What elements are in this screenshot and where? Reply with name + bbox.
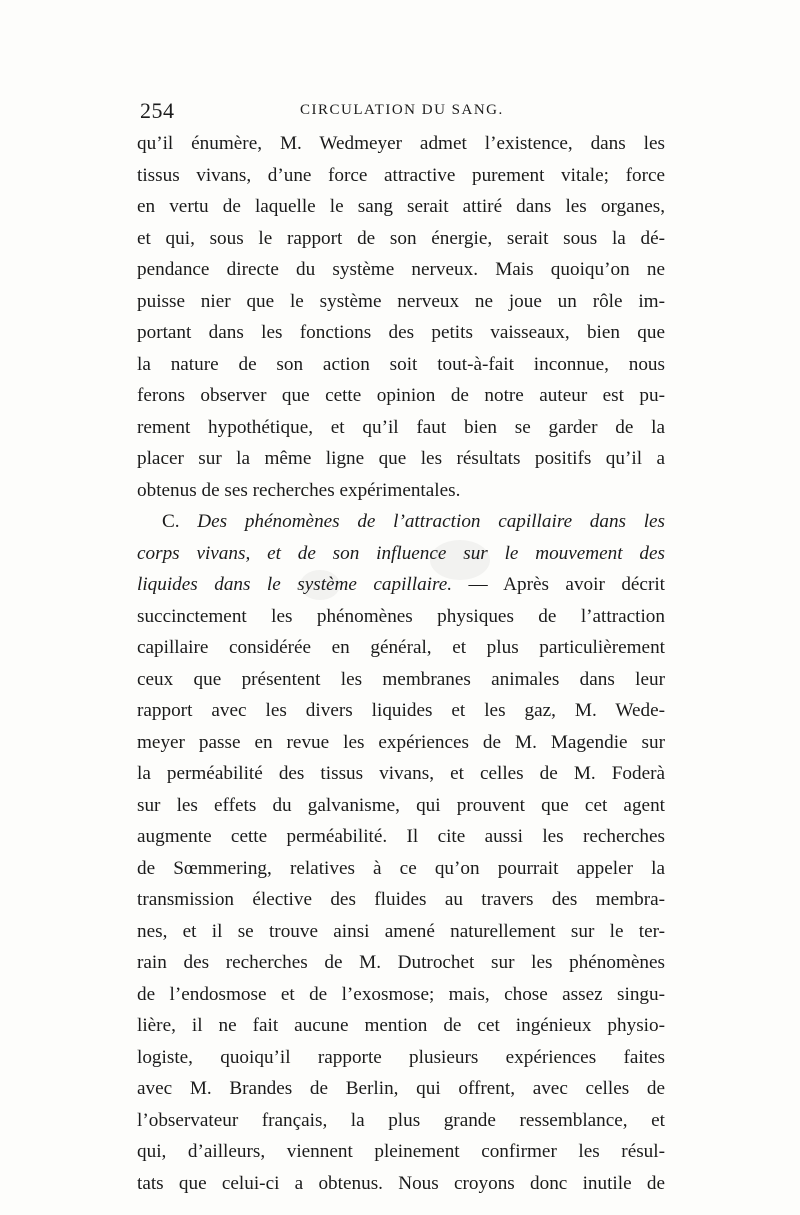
text-line: sur les effets du galvanisme, qui prouvent que cet agent [137, 794, 665, 816]
text-line: la perméabilité des tissus vivans, et celles de M. Foderà [137, 763, 665, 784]
text-line: tats que celui-ci a obtenus. Nous croyons donc inutile de [137, 1172, 665, 1194]
text-line: ceux que présentent les membranes animales dans leur [137, 668, 665, 690]
text-line: de Sœmmering, relatives à ce qu’on pourrait appeler la [137, 857, 665, 879]
text-line: meyer passe en revue les expériences de M. Magendie sur [137, 731, 665, 753]
section-label: C. [162, 511, 180, 532]
section-title-part: liquides dans le système capillaire. [137, 574, 453, 595]
text-line: rement hypothétique, et qu’il faut bien se garder de la [137, 416, 665, 438]
section-c-title-end-line [137, 569, 665, 601]
page-number: 254 [140, 98, 175, 123]
text-line: puisse nier que le système nerveux ne joue un rôle im- [137, 290, 665, 312]
text-line: obtenus de ses recherches expérimentales. [137, 479, 461, 501]
section-c-text-start: — Après avoir décrit [452, 574, 665, 595]
running-head: CIRCULATION DU SANG. [300, 102, 504, 118]
text-line: capillaire considérée en général, et plus particulièrement [137, 637, 665, 658]
text-line: en vertu de laquelle le sang serait attiré dans les organes, [137, 196, 665, 217]
text-line: pendance directe du système nerveux. Mais quoiqu’on ne [137, 259, 665, 280]
page-header [140, 98, 665, 128]
text-line: la nature de son action soit tout-à-fait inconnue, nous [137, 353, 665, 375]
section-title-part: corps vivans, et de son influence sur le mouvement des [137, 542, 665, 564]
text-line: augmente cette perméabilité. Il cite aussi les recherches [137, 826, 665, 847]
text-line: avec M. Brandes de Berlin, qui offrent, avec celles de [137, 1078, 665, 1099]
text-line: succinctement les phénomènes physiques de l’attraction [137, 605, 665, 627]
text-line: et qui, sous le rapport de son énergie, serait sous la dé- [137, 227, 665, 249]
text-line: ferons observer que cette opinion de notre auteur est pu- [137, 385, 665, 406]
section-title-part: Des phénomènes de l’attraction capillaire dans les [197, 511, 666, 532]
text-line: rapport avec les divers liquides et les gaz, M. Wede- [137, 700, 665, 721]
body-text [137, 128, 665, 1199]
text-line: tissus vivans, d’une force attractive purement vitale; force [137, 164, 665, 186]
text-line: qui, d’ailleurs, viennent pleinement confirmer les résul- [137, 1141, 665, 1162]
text-line: portant dans les fonctions des petits vaisseaux, bien que [137, 322, 665, 343]
text-line: de l’endosmose et de l’exosmose; mais, chose assez singu- [137, 983, 665, 1005]
text-line: lière, il ne fait aucune mention de cet ingénieux physio- [137, 1015, 665, 1036]
text-line: rain des recherches de M. Dutrochet sur les phénomènes [137, 952, 665, 973]
text-line: logiste, quoiqu’il rapporte plusieurs expériences faites [137, 1046, 665, 1068]
text-line: transmission élective des fluides au travers des membra- [137, 889, 665, 910]
text-line: l’observateur français, la plus grande ressemblance, et [137, 1109, 665, 1131]
text-line: nes, et il se trouve ainsi amené naturellement sur le ter- [137, 920, 665, 942]
text-line: placer sur la même ligne que les résultats positifs qu’il a [137, 448, 665, 469]
section-c-heading-line [137, 506, 665, 538]
text-line: qu’il énumère, M. Wedmeyer admet l’existence, dans les [137, 133, 665, 154]
